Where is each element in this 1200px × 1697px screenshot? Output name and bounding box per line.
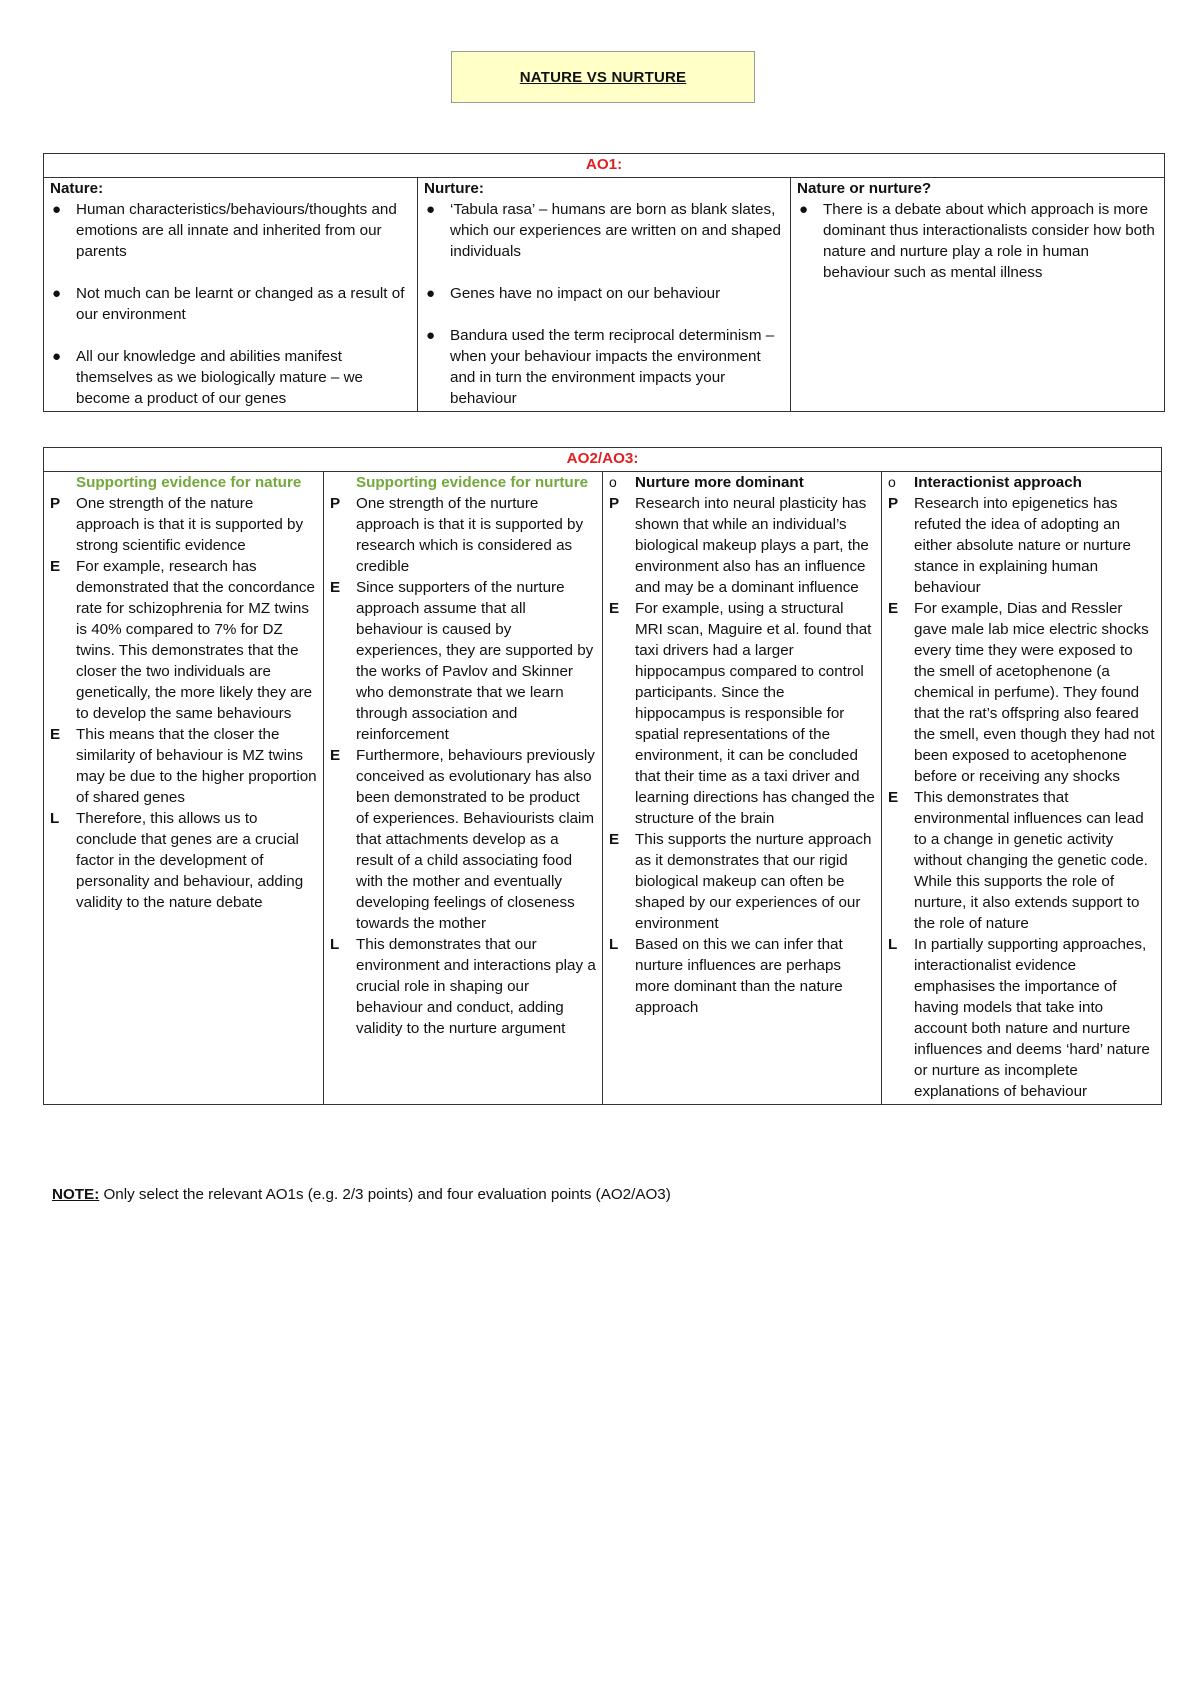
point-text: For example, using a structural MRI scan, Maguire et al. found that taxi drivers had a larger hippocampus compared to control participants. Since the hippocampus is responsible for spatial representations of the environment, it can be concluded that their time as a taxi driver and learning directions has changed the structure of the brain (635, 600, 875, 827)
pel-point (888, 493, 1155, 598)
list-item (50, 283, 411, 325)
bullet-list (50, 199, 411, 409)
point-letter: L (888, 936, 898, 953)
pel-point (888, 787, 1155, 934)
list-item-text: ‘Tabula rasa’ – humans are born as blank slates, which our experiences are written on and shaped individuals (450, 201, 781, 260)
point-text: Research into neural plasticity has shown that while an individual’s biological makeup plays a part, the environment also has an influence and may be a dominant influence (635, 495, 869, 596)
bullet-list (424, 199, 784, 409)
point-letter: L (609, 936, 619, 953)
bullet-list (797, 199, 1158, 283)
point-text: This supports the nurture approach as it demonstrates that our rigid biological makeup can often be shaped by our experiences of our environment (635, 831, 872, 932)
point-text: Research into epigenetics has refuted the idea of adopting an either absolute nature or nurture stance in explaining human behaviour (914, 495, 1131, 596)
column-header (609, 472, 875, 493)
point-letter: E (609, 831, 620, 848)
list-item-text: All our knowledge and abilities manifest themselves as we biologically mature – we become a product of our genes (76, 348, 364, 407)
ao2-heading: AO2/AO3: (44, 448, 1162, 472)
ao1-column-nurture (418, 178, 791, 412)
document-title: NATURE VS NURTURE (519, 68, 687, 86)
list-item (797, 199, 1158, 283)
point-text: Therefore, this allows us to conclude that genes are a crucial factor in the development of personality and behaviour, adding validity to the nature debate (76, 810, 304, 911)
column-title: Nature: (50, 180, 104, 197)
note-text: Only select the relevant AO1s (e.g. 2/3 points) and four evaluation points (AO2/AO3) (103, 1186, 671, 1203)
point-text: Furthermore, behaviours previously conceived as evolutionary has also been demonstrated to be product of experiences. Behaviourists claim that attachments develop as a result of a child associating food with the mother and eventually developing feelings of closeness towards the mother (356, 747, 595, 932)
ao2-column-nurture-evidence (324, 472, 603, 1105)
ao2-column-interactionist (882, 472, 1162, 1105)
point-text: Since supporters of the nurture approach assume that all behaviour is caused by experiences, they are supported by the works of Pavlov and Skinner who demonstrate that we learn through association and reinforcement (356, 579, 594, 743)
ao1-content-row (44, 178, 1165, 412)
pel-point (50, 493, 317, 556)
point-text: Based on this we can infer that nurture influences are perhaps more dominant than the nature approach (635, 936, 843, 1016)
checkbox-icon (50, 472, 76, 493)
ao1-table (43, 153, 1165, 412)
point-letter: E (50, 726, 61, 743)
bullet-icon: ● (799, 201, 809, 218)
list-item-text: There is a debate about which approach is more dominant thus interactionalists consider how both nature and nurture play a role in human behaviour such as mental illness (823, 201, 1155, 281)
ao2-column-nurture-dominant (603, 472, 882, 1105)
column-title: Nurture more dominant (635, 474, 804, 491)
bullet-icon: ● (426, 285, 436, 302)
column-title: Supporting evidence for nurture (356, 474, 589, 491)
column-header (330, 472, 596, 493)
point-letter: L (50, 810, 60, 827)
list-item-text: Human characteristics/behaviours/thoughts and emotions are all innate and inherited from our parents (76, 201, 397, 260)
point-text: In partially supporting approaches, interactionalist evidence emphasises the importance of having models that take into account both nature and nurture influences and deems ‘hard’ nature or nurture as incomplete explanations of behaviour (914, 936, 1150, 1100)
circle-icon: o (888, 474, 896, 490)
list-item (424, 199, 784, 262)
ao2-content-row (44, 472, 1162, 1105)
pel-point (609, 934, 875, 1018)
pel-point (888, 934, 1155, 1102)
ao2-table (43, 447, 1162, 1105)
title-box (451, 51, 755, 103)
point-letter: P (888, 495, 899, 512)
pel-point (330, 745, 596, 934)
list-item-text: Not much can be learnt or changed as a result of our environment (76, 285, 405, 323)
point-letter: P (609, 495, 620, 512)
point-letter: E (888, 600, 899, 617)
point-letter: P (50, 495, 61, 512)
point-letter: E (330, 747, 341, 764)
pel-point (330, 577, 596, 745)
column-title: Nature or nurture? (797, 180, 932, 197)
pel-point (609, 829, 875, 934)
pel-point (330, 493, 596, 577)
ao1-heading: AO1: (44, 154, 1165, 178)
bullet-icon: ● (426, 201, 436, 218)
bullet-icon: ● (52, 201, 62, 218)
point-text: For example, research has demonstrated that the concordance rate for schizophrenia for MZ twins is 40% compared to 7% for DZ twins. This demonstrates that the closer the two individuals are genetically, the more likely they are to develop the same behaviours (76, 558, 315, 722)
list-item-text: Bandura used the term reciprocal determinism – when your behaviour impacts the environment and in turn the environment impacts your behaviour (450, 327, 775, 407)
pel-point (50, 808, 317, 913)
column-title: Supporting evidence for nature (76, 474, 302, 491)
column-header (50, 472, 317, 493)
list-item (424, 283, 784, 304)
circle-icon: o (609, 474, 617, 490)
point-letter: E (50, 558, 61, 575)
point-letter: E (330, 579, 341, 596)
pel-point (888, 598, 1155, 787)
point-letter: L (330, 936, 340, 953)
point-letter: E (888, 789, 899, 806)
point-text: This means that the closer the similarity of behaviour is MZ twins may be due to the higher proportion of shared genes (76, 726, 317, 806)
ao2-column-nature-evidence (44, 472, 324, 1105)
point-letter: E (609, 600, 620, 617)
list-item (50, 199, 411, 262)
pel-point (609, 493, 875, 598)
point-text: One strength of the nature approach is that it is supported by strong scientific evidence (76, 495, 304, 554)
point-text: This demonstrates that environmental influences can lead to a change in genetic activity without changing the genetic code. While this supports the role of nurture, it also extends support to the role of nature (914, 789, 1148, 932)
list-item (50, 346, 411, 409)
checkbox-icon (330, 472, 356, 493)
pel-point (330, 934, 596, 1039)
pel-point (50, 724, 317, 808)
pel-point (50, 556, 317, 724)
pel-point (609, 598, 875, 829)
ao1-column-nature-or-nurture (791, 178, 1165, 412)
point-text: This demonstrates that our environment and interactions play a crucial role in shaping our behaviour and conduct, adding validity to the nurture argument (356, 936, 596, 1037)
point-text: One strength of the nurture approach is that it is supported by research which is considered as credible (356, 495, 584, 575)
bullet-icon: ● (426, 327, 436, 344)
bullet-icon: ● (52, 285, 62, 302)
note-label: NOTE: (52, 1186, 100, 1203)
list-item (424, 325, 784, 409)
footer-note (52, 1186, 671, 1203)
list-item-text: Genes have no impact on our behaviour (450, 285, 721, 302)
bullet-icon: ● (52, 348, 62, 365)
column-title: Interactionist approach (914, 474, 1082, 491)
column-title: Nurture: (424, 180, 484, 197)
point-text: For example, Dias and Ressler gave male lab mice electric shocks every time they were exposed to the smell of acetophenone (a chemical in perfume). They found that the rat’s offspring also feared the smell, even though they had not been exposed to acetophenone before or receiving any shocks (914, 600, 1155, 785)
column-header (888, 472, 1155, 493)
ao1-column-nature (44, 178, 418, 412)
point-letter: P (330, 495, 341, 512)
